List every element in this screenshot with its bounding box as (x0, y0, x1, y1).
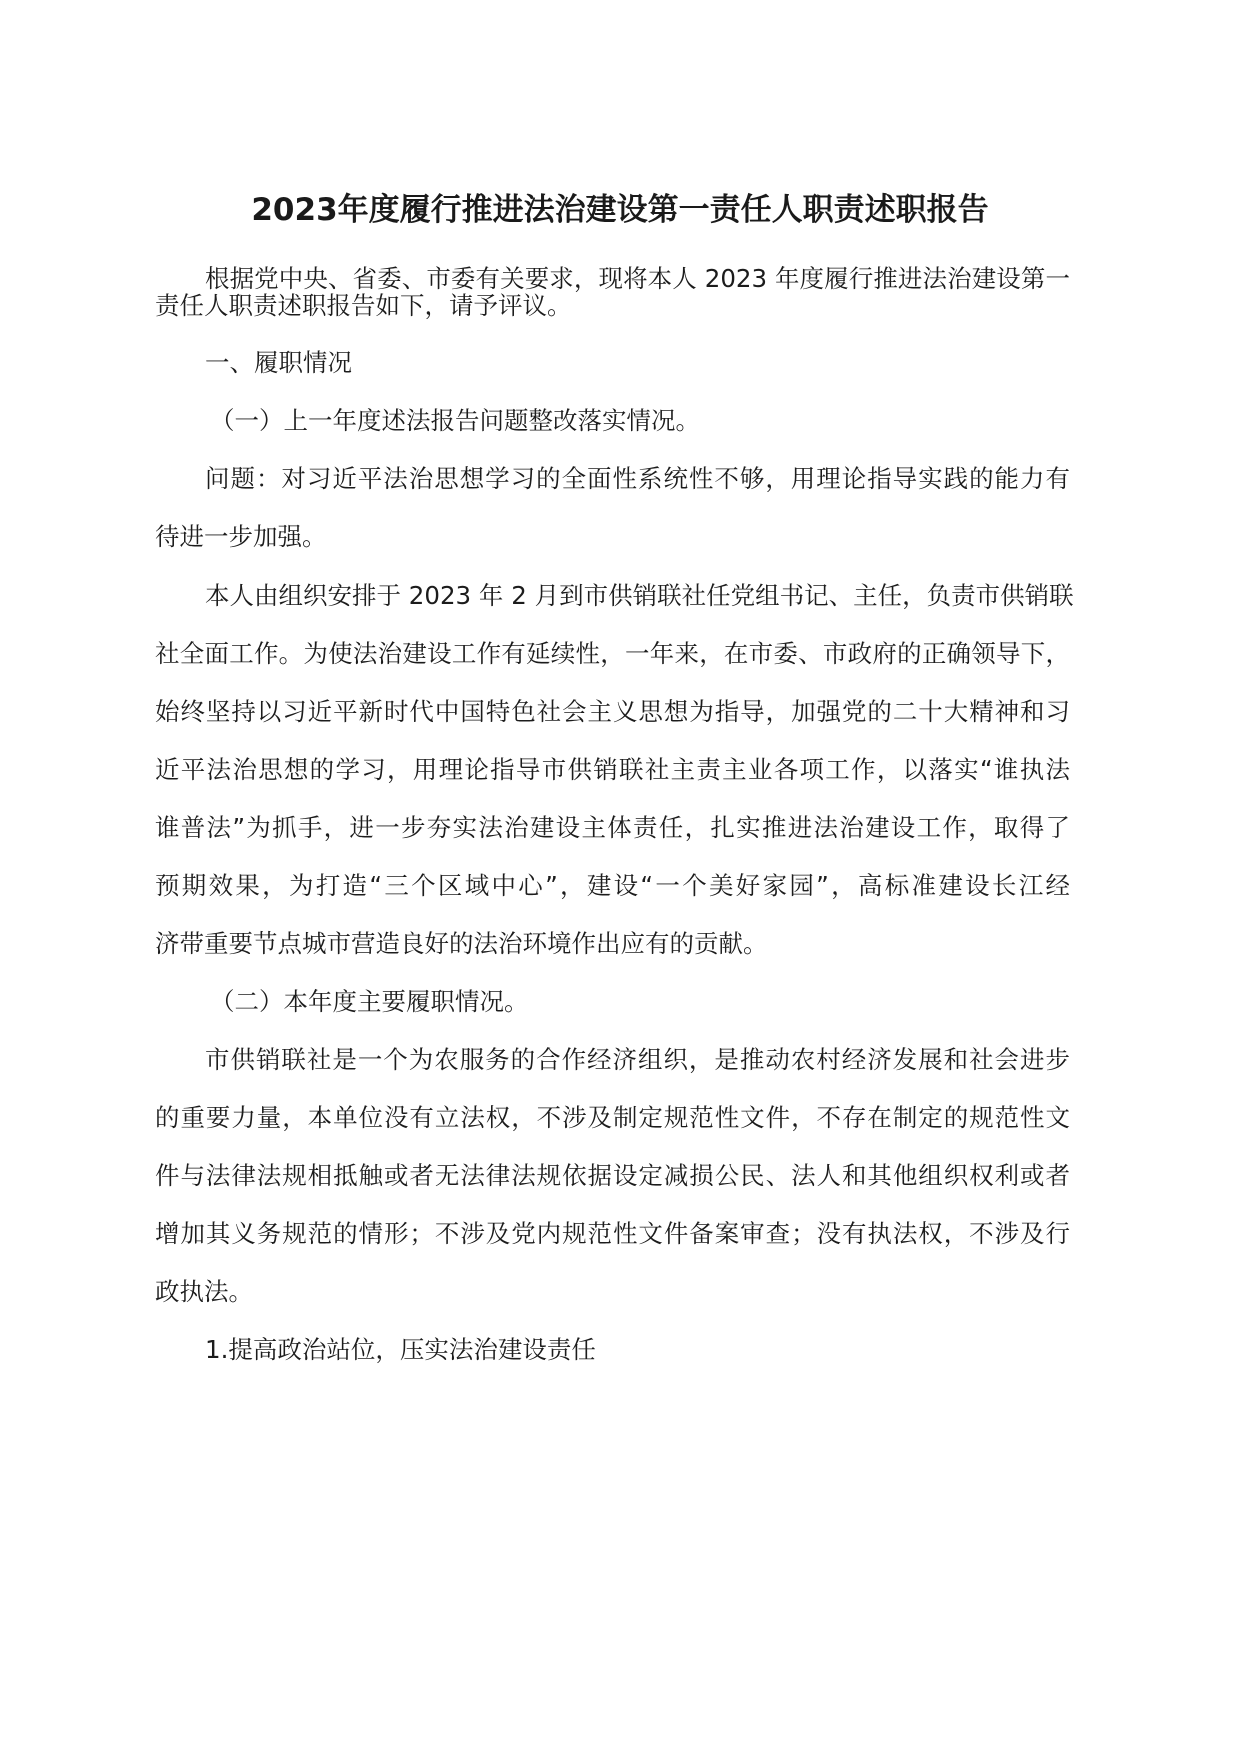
paragraph-line: 济带重要节点城市营造良好的法治环境作出应有的贡献。 (155, 929, 768, 958)
paragraph-line: 增加其义务规范的情形；不涉及党内规范性文件备案审查；没有执法权，不涉及行 (155, 1219, 1070, 1248)
subsection-heading: （一）上一年度述法报告问题整改落实情况。 (210, 406, 700, 435)
paragraph-line: 责任人职责述职报告如下，请予评议。 (155, 291, 572, 320)
paragraph-line: 件与法律法规相抵触或者无法律法规依据设定减损公民、法人和其他组织权利或者 (155, 1161, 1070, 1190)
paragraph-line: 本人由组织安排于 2023 年 2 月到市供销联社任党组书记、主任，负责市供销联 (205, 581, 1074, 610)
paragraph-line: 待进一步加强。 (155, 522, 327, 551)
paragraph-line: 始终坚持以习近平新时代中国特色社会主义思想为指导，加强党的二十大精神和习 (155, 697, 1070, 726)
paragraph-line: 问题：对习近平法治思想学习的全面性系统性不够，用理论指导实践的能力有 (205, 464, 1070, 493)
paragraph-line: 的重要力量，本单位没有立法权，不涉及制定规范性文件，不存在制定的规范性文 (155, 1103, 1070, 1132)
paragraph-line: 市供销联社是一个为农服务的合作经济组织，是推动农村经济发展和社会进步 (205, 1045, 1070, 1074)
paragraph-line: 近平法治思想的学习，用理论指导市供销联社主责主业各项工作，以落实“谁执法 (155, 755, 1070, 784)
paragraph-line: 政执法。 (155, 1277, 253, 1306)
subsection-heading: （二）本年度主要履职情况。 (210, 987, 529, 1016)
paragraph-line: 根据党中央、省委、市委有关要求，现将本人 2023 年度履行推进法治建设第一 (205, 264, 1070, 293)
paragraph-line: 谁普法”为抓手，进一步夯实法治建设主体责任，扎实推进法治建设工作，取得了 (155, 813, 1070, 842)
document-title: 2023年度履行推进法治建设第一责任人职责述职报告 (251, 192, 989, 228)
paragraph-line: 预期效果，为打造“三个区域中心”，建设“一个美好家园”，高标准建设长江经 (155, 871, 1070, 900)
numbered-heading: 1.提高政治站位，压实法治建设责任 (205, 1335, 596, 1364)
paragraph-line: 社全面工作。为使法治建设工作有延续性，一年来，在市委、市政府的正确领导下， (155, 639, 1070, 668)
section-heading: 一、履职情况 (205, 348, 352, 377)
